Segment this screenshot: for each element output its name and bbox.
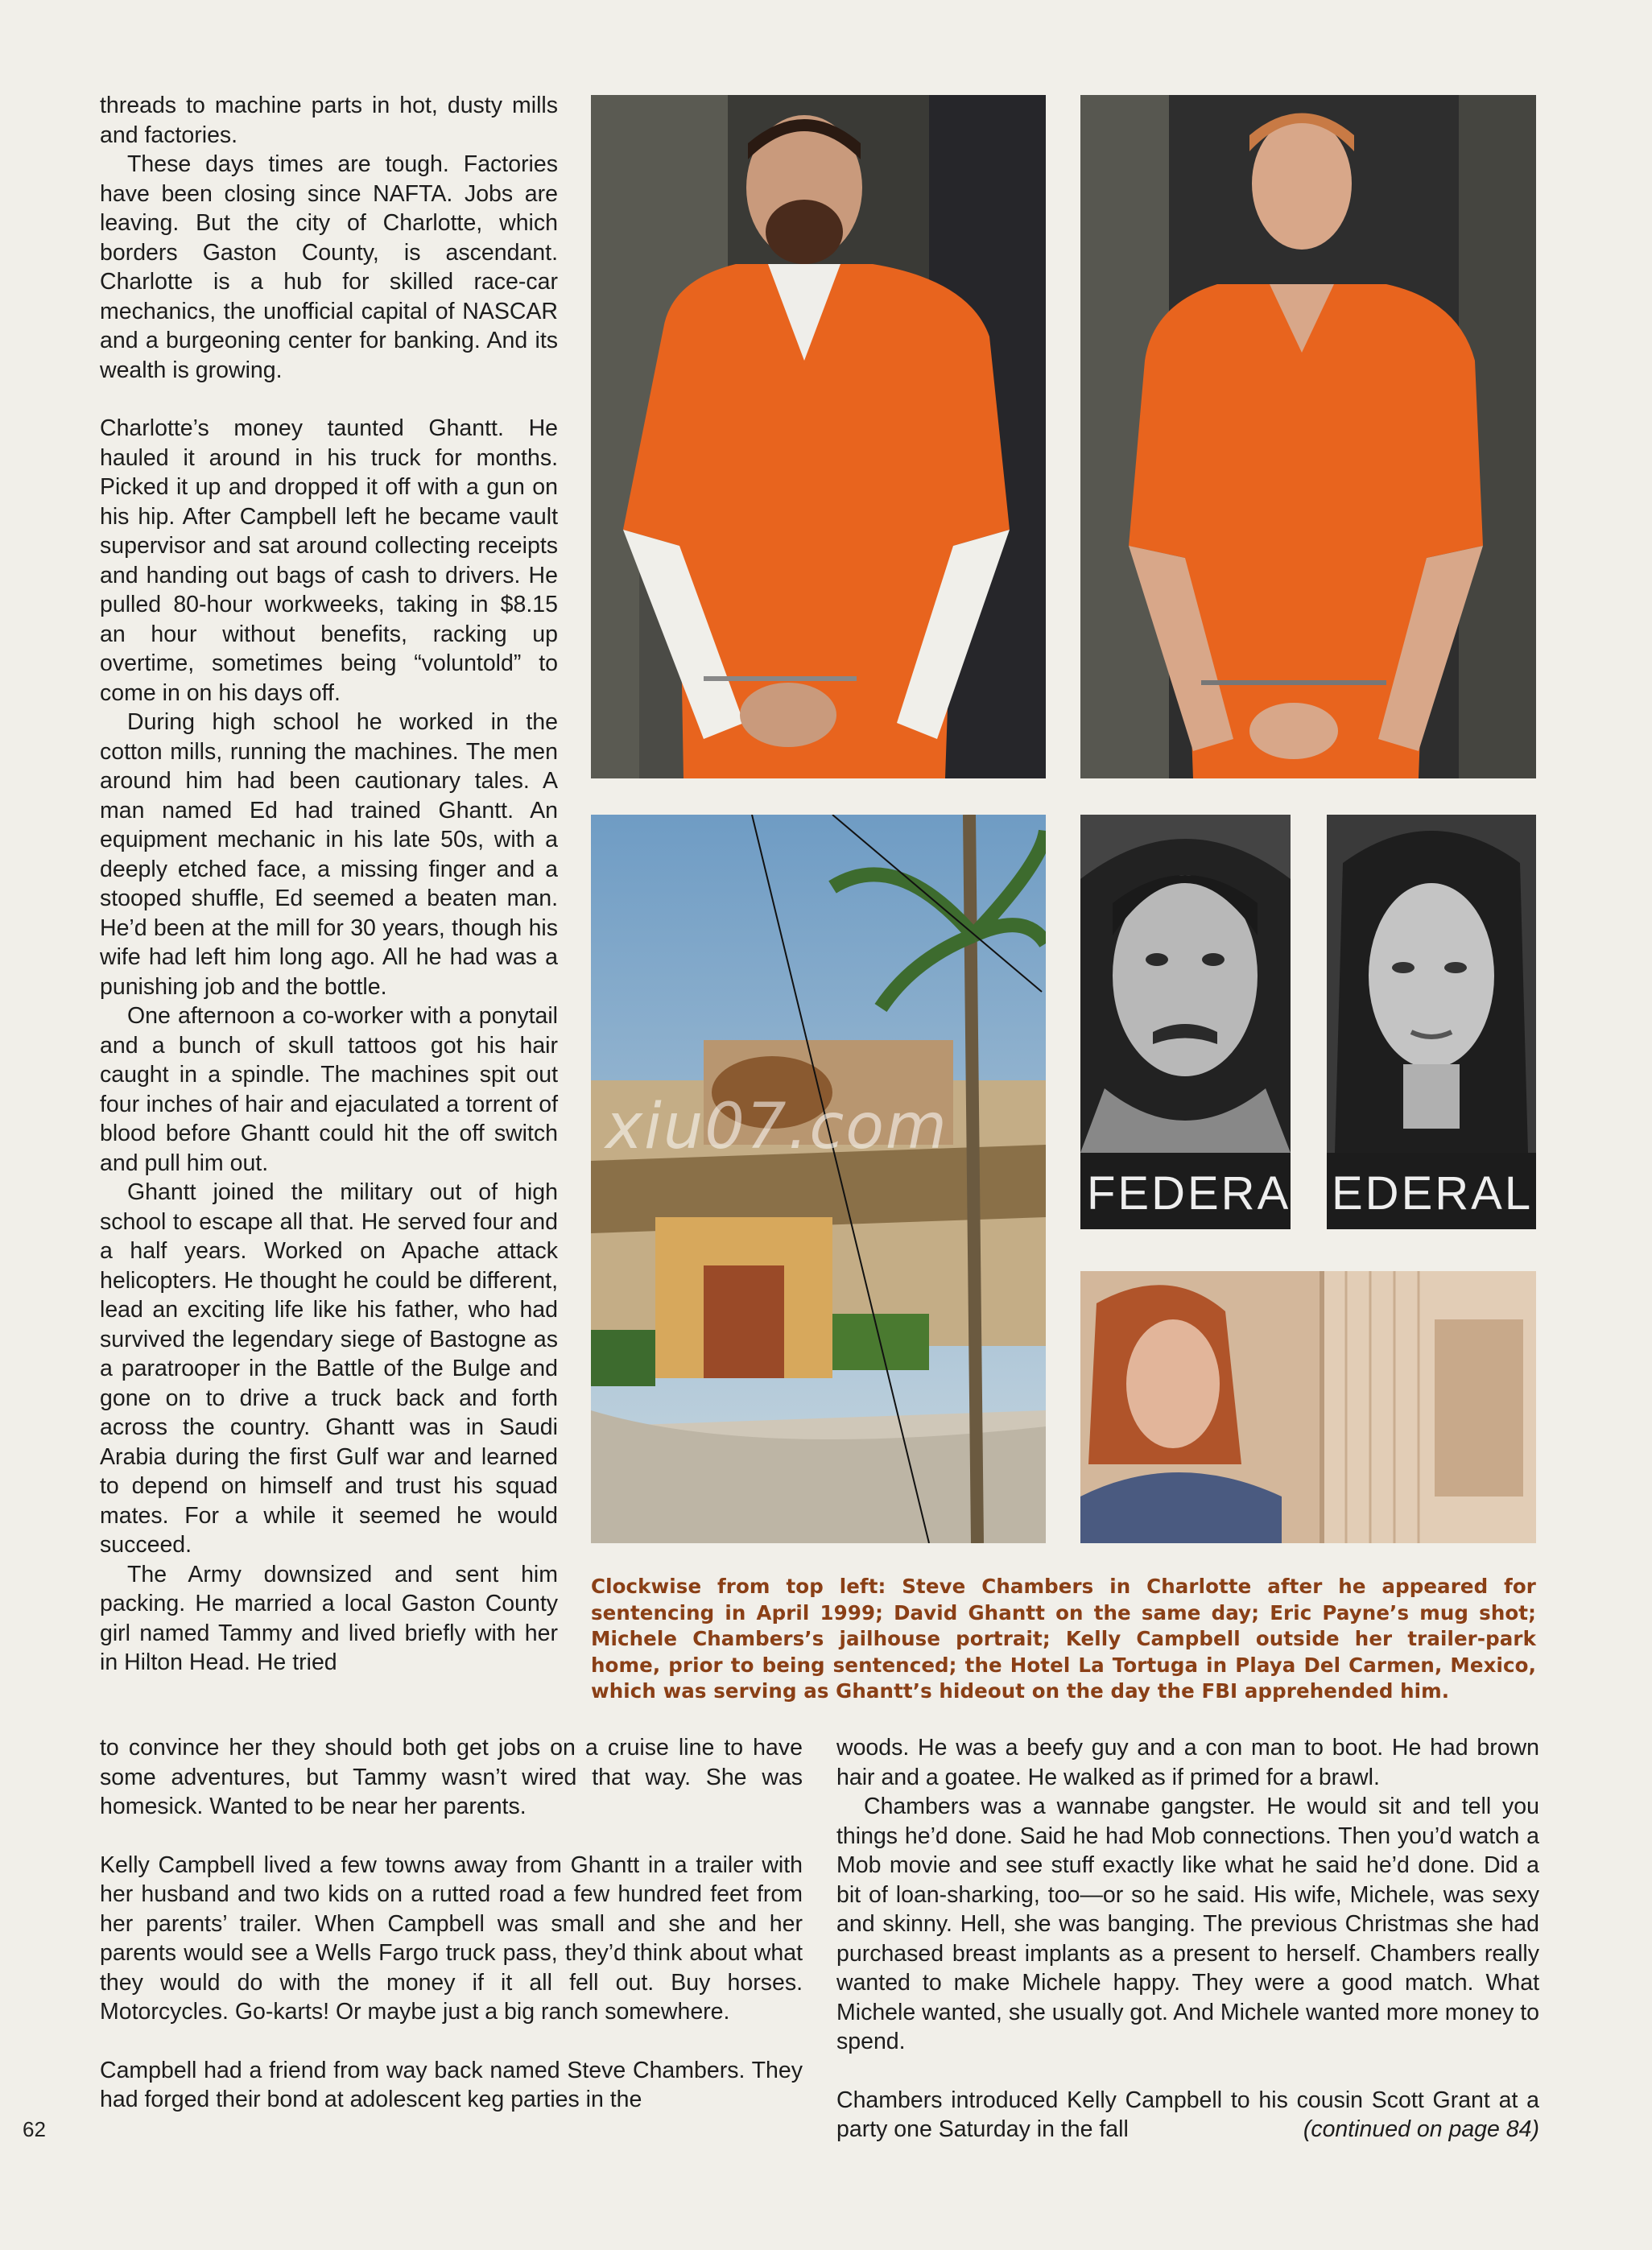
mugshot-sign-text: FEDERA <box>1087 1167 1291 1220</box>
paragraph: to convince her they should both get jobs on a cruise line to have some adventures, but Tammy wasn’t wired that way. She was homesick. Wanted to be near her parents. <box>100 1735 803 1819</box>
photo-steve-chambers <box>591 95 1046 778</box>
paragraph-text: Chambers introduced Kelly Campbell to his cousin Scott Grant at a party one Saturday in the fall <box>836 2087 1539 2142</box>
page-number: 62 <box>23 2117 46 2141</box>
paragraph: One afternoon a co-worker with a ponytail and a bunch of skull tattoos got his hair caught in a spindle. The machines spit out four inches of hair and ejaculated a torrent of blood before Ghantt could hit the off switch and pull him out. <box>100 1003 558 1176</box>
paragraph <box>836 2086 1539 2145</box>
article-column-3 <box>836 1733 1539 2145</box>
photo-kelly-campbell <box>1080 1271 1536 1543</box>
photo-eric-payne-mugshot <box>1080 815 1291 1229</box>
paragraph: During high school he worked in the cotton mills, running the machines. The men around him had been cautionary tales. A man named Ed had trained Ghantt. An equipment mechanic in his late 50s, with a deeply etched face, a missing finger and a stooped shuffle, Ed seemed a beaten man. He’d been at the mill for 30 years, though his wife had left him long ago. All he had was a punishing job and the bottle. <box>100 709 558 1000</box>
paragraph: Chambers was a wannabe gangster. He would sit and tell you things he’d done. Said he had Mob connections. Then you’d watch a Mob movie and see stuff exactly like what he said he’d done. Did a bit of loan-sharking, too—or so he said. His wife, Michele, was sexy and skinny. Hell, she was banging. The previous Christmas she had purchased breast implants as a present to herself. Chambers really wanted to make Michele happy. They were a good match. What Michele wanted, she usually got. And Michele wanted more money to spend. <box>836 1794 1539 2054</box>
paragraph: Ghantt joined the military out of high school to escape all that. He served four and a half years. Worked on Apache attack helicopters. He thought he could be different, lead an exciting life like his father, who had survived the legendary siege of Bastogne as a paratrooper in the Battle of the Bulge and gone on to drive a truck back and forth across the country. Ghantt was in Saudi Arabia during the first Gulf war and learned to depend on himself and trust his squad mates. For a while it seemed he would succeed. <box>100 1179 558 1558</box>
continued-link[interactable]: (continued on page 84) <box>1303 2116 1539 2142</box>
photo-caption: Clockwise from top left: Steve Chambers in Charlotte after he appeared for sentencing in April 1999; David Ghantt on the same day; Eric Payne’s mug shot; Michele Chambers’s jailhouse portrait; Kelly Campbell outside her trailer-park home, prior to being sentenced; the Hotel La Tortuga in Playa Del Carmen, Mexico, which was serving as Ghantt’s hideout on the day the FBI apprehended him. <box>591 1575 1536 1703</box>
photo-michele-chambers-portrait <box>1327 815 1536 1229</box>
article-column-2 <box>100 1733 803 2115</box>
paragraph: Charlotte’s money taunted Ghantt. He hauled it around in his truck for months. Picked it up and dropped it off with a gun on his hip. After Campbell left he became vault supervisor and sat around collecting receipts and handing out bags of cash to drivers. He pulled 80-hour workweeks, taking in $8.15 an hour without benefits, racking up overtime, sometimes being “voluntold” to come in on his days off. <box>100 415 558 706</box>
paragraph: Campbell had a friend from way back named Steve Chambers. They had forged their bond at adolescent keg parties in the <box>100 2057 803 2112</box>
paragraph: woods. He was a beefy guy and a con man to boot. He had brown hair and a goatee. He walked as if primed for a brawl. <box>836 1735 1539 1790</box>
mugshot-sign-text: EDERAL <box>1332 1167 1534 1220</box>
paragraph: threads to machine parts in hot, dusty mills and factories. <box>100 93 558 148</box>
paragraph: The Army downsized and sent him packing. He married a local Gaston County girl named Tammy and lived briefly with her in Hilton Head. He tried <box>100 1561 558 1675</box>
paragraph: These days times are tough. Factories have been closing since NAFTA. Jobs are leaving. But the city of Charlotte, which borders Gaston County, is ascendant. Charlotte is a hub for skilled race-car mechanics, the unofficial capital of NASCAR and a burgeoning center for banking. And its wealth is growing. <box>100 151 558 383</box>
paragraph: Kelly Campbell lived a few towns away from Ghantt in a trailer with her husband and two kids on a rutted road a few hundred feet from her parents’ trailer. When Campbell was small and she and her parents would see a Wells Fargo truck pass, they’d think about what they would do with the money if it all fell out. Buy horses. Motorcycles. Go-karts! Or maybe just a big ranch somewhere. <box>100 1852 803 2025</box>
photo-david-ghantt <box>1080 95 1536 778</box>
article-column-1 <box>100 91 558 1678</box>
photo-hotel-la-tortuga <box>591 815 1046 1543</box>
watermark: xiu07.com <box>605 1091 948 1163</box>
